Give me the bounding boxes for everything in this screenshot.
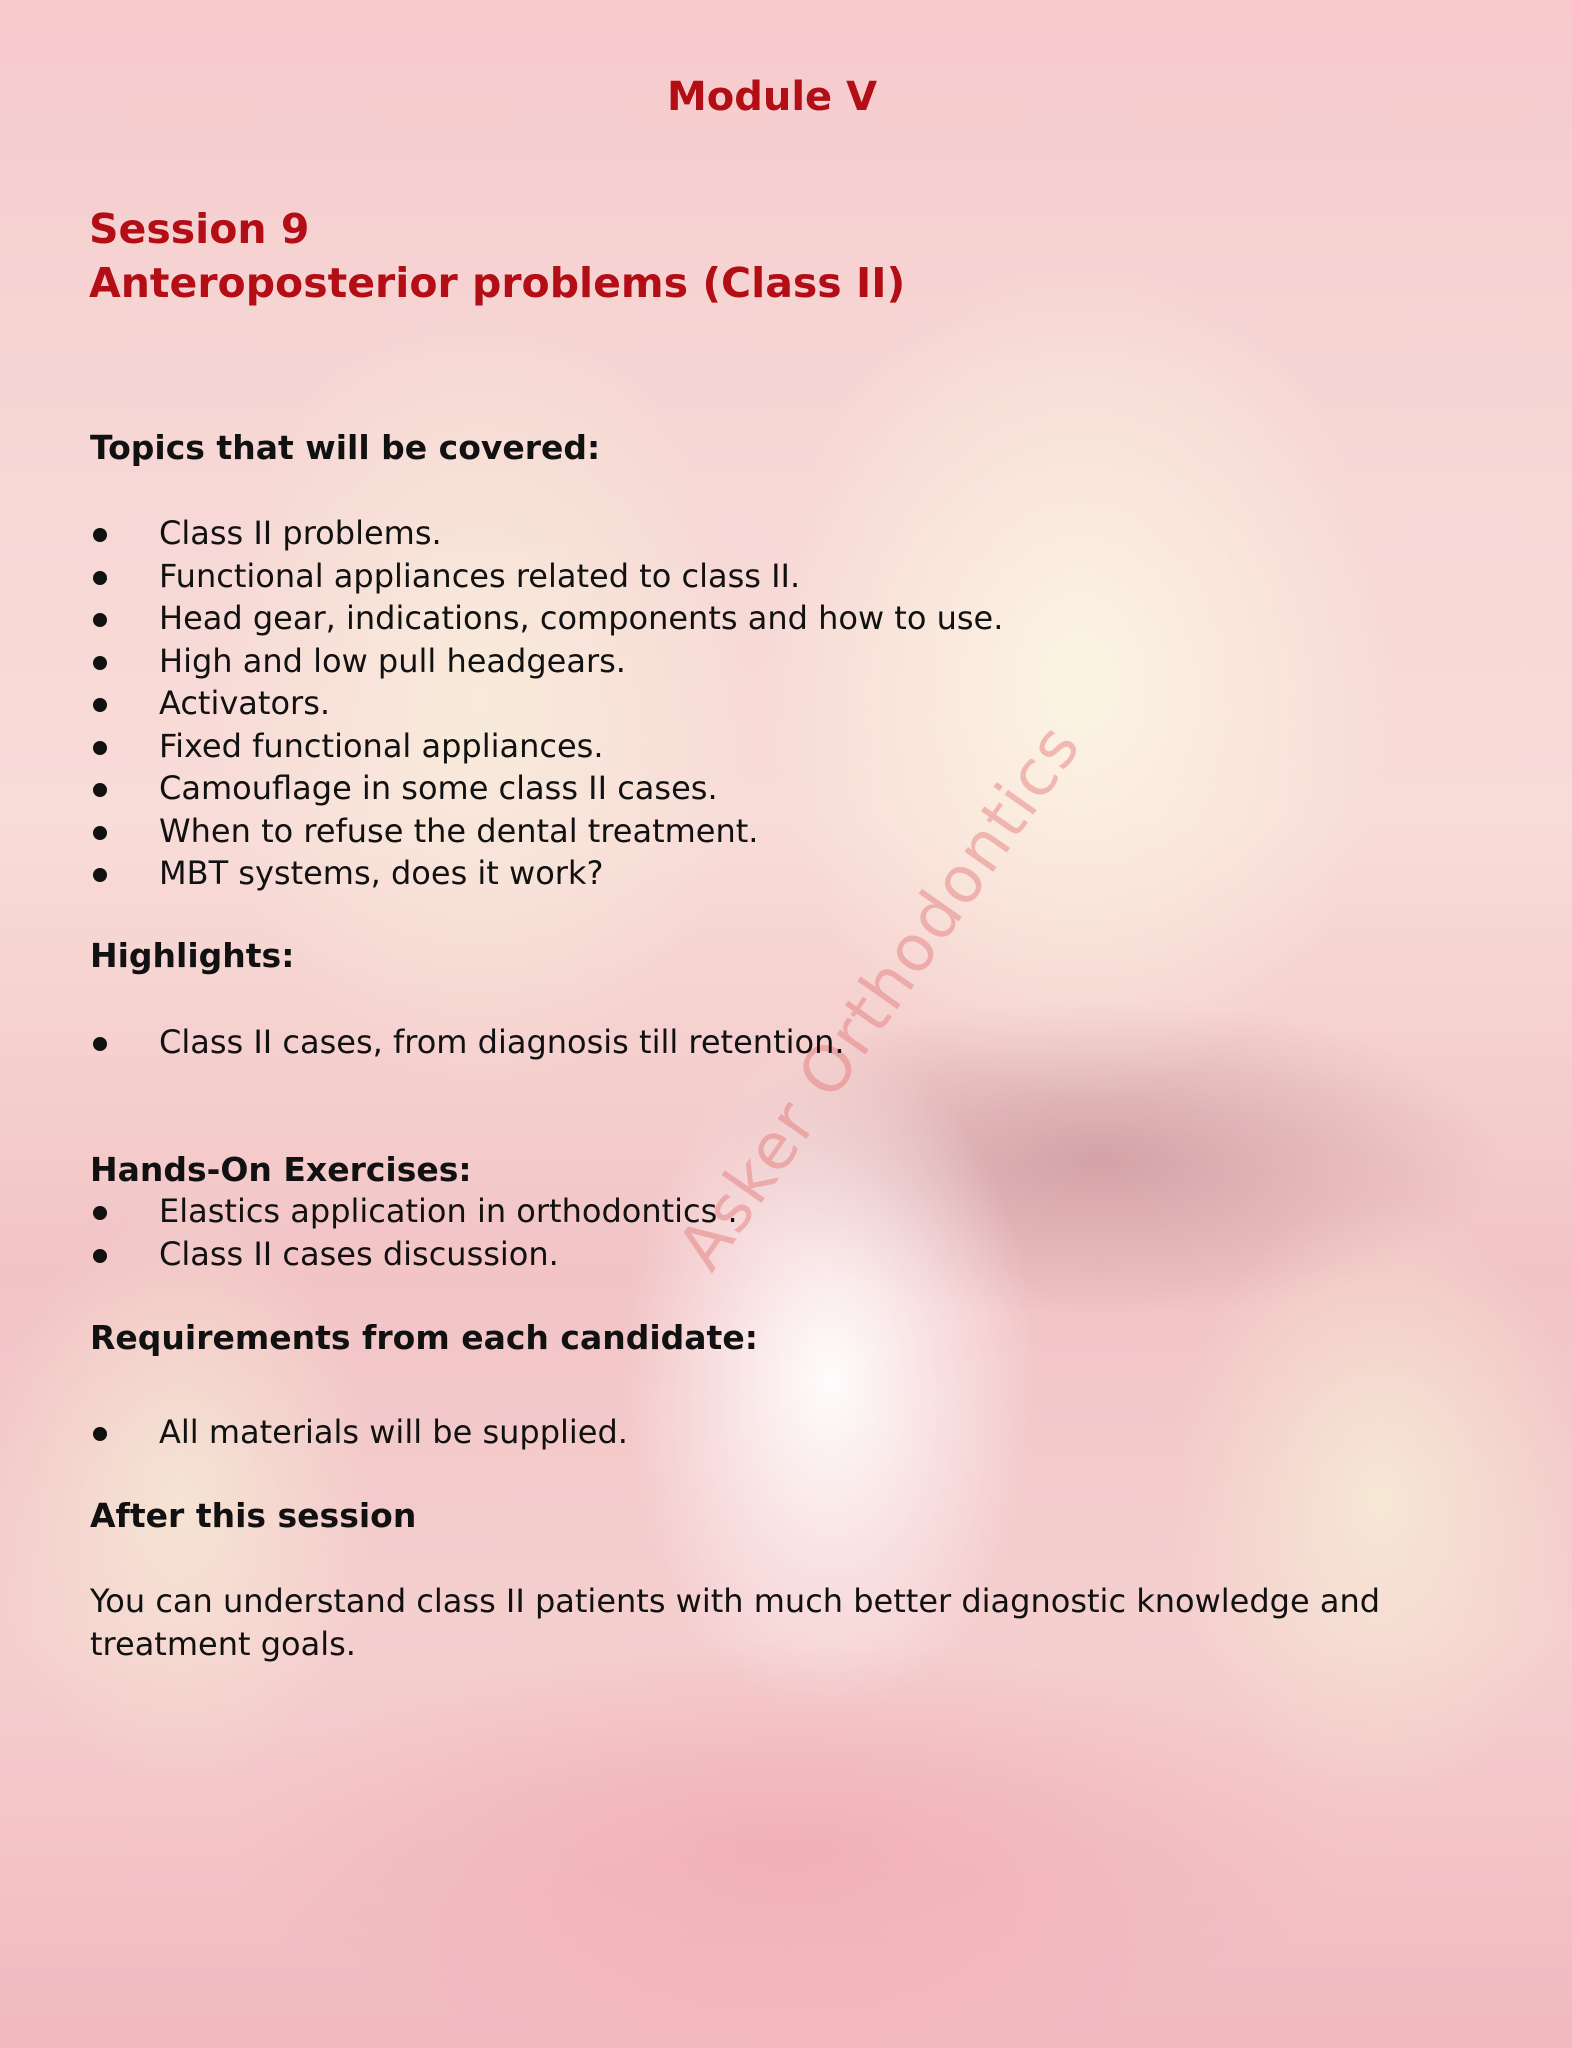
bullet-icon	[93, 571, 107, 585]
highlights-heading: Highlights:	[90, 936, 295, 975]
after-text: You can understand class II patients with much better diagnostic knowledge and treatment goals.	[90, 1582, 1381, 1663]
list-item-text: Class II cases, from diagnosis till retention.	[159, 1023, 845, 1061]
bullet-icon	[93, 868, 107, 882]
bullet-icon	[93, 698, 107, 712]
hands-on-heading: Hands-On Exercises:	[90, 1150, 472, 1189]
bullet-icon	[93, 656, 107, 670]
bullet-icon	[93, 826, 107, 840]
list-item	[90, 767, 1003, 810]
list-item-text: Activators.	[159, 684, 331, 722]
list-item-text: Fixed functional appliances.	[159, 726, 604, 765]
requirements-heading: Requirements from each candidate:	[90, 1318, 758, 1357]
after-heading: After this session	[90, 1496, 417, 1535]
list-item	[90, 1411, 628, 1454]
session-number: Session 9	[89, 205, 310, 253]
topics-list	[90, 512, 1003, 895]
list-item	[90, 1190, 738, 1233]
list-item-text: When to refuse the dental treatment.	[159, 811, 759, 850]
highlights-list	[90, 1021, 845, 1064]
list-item-text: Elastics application in orthodontics .	[159, 1192, 738, 1230]
list-item	[90, 512, 1003, 555]
session-title: Anteroposterior problems (Class II)	[89, 259, 906, 307]
list-item-text: High and low pull headgears.	[159, 641, 626, 680]
list-item-text: MBT systems, does it work?	[159, 854, 604, 892]
list-item-text: Class II problems.	[159, 514, 442, 552]
bullet-icon	[93, 783, 107, 797]
watermark: Asker Orthodontics	[664, 710, 1096, 1284]
topics-heading: Topics that will be covered:	[90, 428, 601, 467]
bullet-icon	[93, 613, 107, 627]
list-item	[90, 597, 1003, 640]
list-item-text: Class II cases discussion.	[159, 1234, 559, 1273]
list-item	[90, 852, 1003, 895]
session-heading	[89, 202, 905, 310]
list-item-text: Head gear, indications, components and how to use.	[159, 599, 1004, 637]
requirements-list	[90, 1411, 628, 1454]
list-item	[90, 1021, 845, 1064]
bullet-icon	[93, 1037, 107, 1051]
bullet-icon	[93, 741, 107, 755]
list-item	[90, 725, 1003, 768]
bullet-icon	[93, 1249, 107, 1263]
list-item	[90, 555, 1003, 598]
module-title: Module V	[666, 74, 878, 120]
hands-on-list	[90, 1190, 738, 1275]
list-item	[90, 682, 1003, 725]
list-item-text: Functional appliances related to class II.	[159, 556, 801, 595]
bullet-icon	[93, 1206, 107, 1220]
list-item-text: All materials will be supplied.	[159, 1413, 628, 1451]
bullet-icon	[93, 1427, 107, 1441]
list-item-text: Camouflage in some class II cases.	[159, 769, 718, 807]
bullet-icon	[93, 528, 107, 542]
list-item	[90, 810, 1003, 853]
list-item	[90, 640, 1003, 683]
list-item	[90, 1233, 738, 1276]
